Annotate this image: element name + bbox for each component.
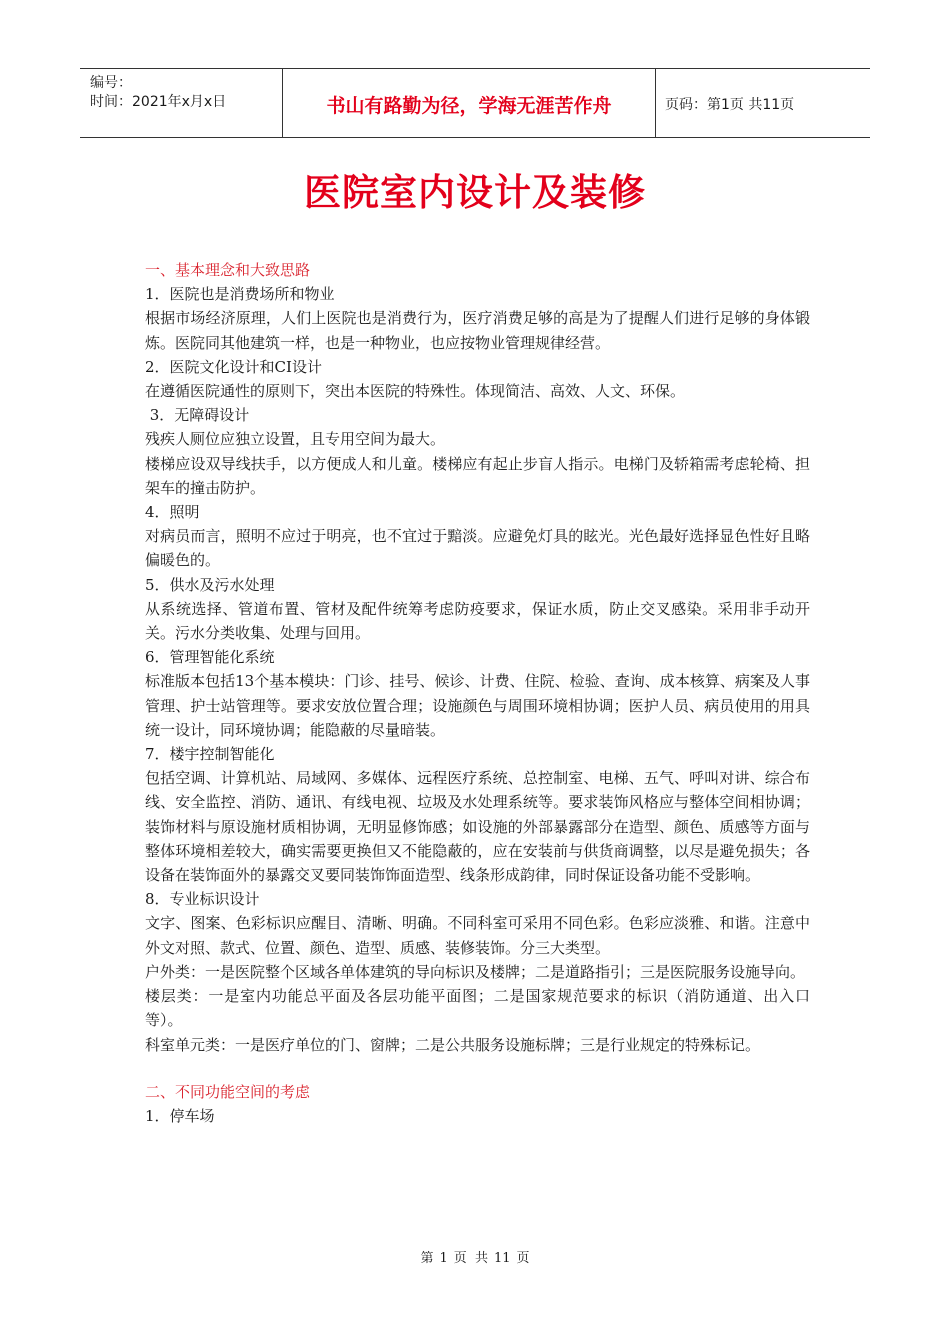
footer-prefix: 第 xyxy=(420,1251,434,1266)
subheading: 1．医院也是消费场所和物业 xyxy=(145,285,335,304)
subheading: 1．停车场 xyxy=(145,1106,215,1125)
subheading: 7．楼宇控制智能化 xyxy=(145,745,275,764)
section-spacer xyxy=(145,1057,810,1080)
header-page-info: 页码：第1页 共11页 xyxy=(665,97,795,113)
paragraph: 户外类：一是医院整个区域各单体建筑的导向标识及楼牌；二是道路指引；三是医院服务设施导向。 xyxy=(145,962,806,981)
header-page-cell xyxy=(655,69,870,137)
footer-total-pages: 11 xyxy=(494,1251,511,1266)
subheading: 5．供水及污水处理 xyxy=(145,575,275,594)
document-body xyxy=(145,258,810,1128)
header-motto-cell xyxy=(282,69,656,137)
document-number-label: 编号： xyxy=(90,75,132,91)
subheading: 3．无障碍设计 xyxy=(145,406,250,425)
paragraph: 楼梯应设双导线扶手，以方便成人和儿童。楼梯应有起止步盲人指示。电梯门及轿箱需考虑轮椅、担架车的撞击防护。 xyxy=(145,454,810,497)
footer-suffix: 页 xyxy=(516,1251,530,1266)
paragraph: 标准版本包括13个基本模块：门诊、挂号、候诊、计费、住院、检验、查询、成本核算、病案及人事管理、护士站管理等。要求安放位置合理；设施颜色与周围环境相协调；医护人员、病员使用的用具统一设计，同环境协调；能隐蔽的尽量暗装。 xyxy=(145,672,810,739)
section-heading: 二、不同功能空间的考虑 xyxy=(145,1082,311,1101)
document-title: 医院室内设计及装修 xyxy=(304,171,646,214)
paragraph: 文字、图案、色彩标识应醒目、清晰、明确。不同科室可采用不同色彩。色彩应淡雅、和谐。注意中外文对照、款式、位置、颜色、造型、质感、装修装饰。分三大类型。 xyxy=(145,914,810,957)
paragraph: 根据市场经济原理，人们上医院也是消费行为，医疗消费足够的高是为了提醒人们进行足够的身体锻炼。医院同其他建筑一样，也是一种物业，也应按物业管理规律经营。 xyxy=(145,309,810,352)
section-heading: 一、基本理念和大致思路 xyxy=(145,261,311,279)
paragraph: 包括空调、计算机站、局域网、多媒体、远程医疗系统、总控制室、电梯、五气、呼叫对讲、综合布线、安全监控、消防、通讯、有线电视、垃圾及水处理系统等。要求装饰风格应与整体空间相协调；装饰材料与原设施材质相协调，无明显修饰感；如设施的外部暴露部分在造型、颜色、质感等方面与整体环境相差较大，确实需要更换但又不能隐蔽的，应在安装前与供货商调整，以尽是避免损失；各设备在装饰面外的暴露交叉要同装饰饰面造型、线条形成韵律，同时保证设备功能不受影响。 xyxy=(145,769,810,885)
subheading: 8．专业标识设计 xyxy=(145,890,260,909)
paragraph: 对病员而言，照明不应过于明亮，也不宜过于黯淡。应避免灯具的眩光。光色最好选择显色性好且略偏暖色的。 xyxy=(145,527,810,570)
paragraph: 残疾人厕位应独立设置，且专用空间为最大。 xyxy=(145,430,446,449)
subheading: 2．医院文化设计和CI设计 xyxy=(145,357,322,376)
document-header xyxy=(80,68,870,138)
footer-mid: 页 共 xyxy=(453,1251,488,1266)
paragraph: 从系统选择、管道布置、管材及配件统筹考虑防疫要求，保证水质，防止交叉感染。采用非手动开关。污水分类收集、处理与回用。 xyxy=(145,599,810,643)
paragraph: 在遵循医院通性的原则下，突出本医院的特殊性。体现简洁、高效、人文、环保。 xyxy=(145,382,686,401)
header-motto: 书山有路勤为径，学海无涯苦作舟 xyxy=(326,95,612,117)
subheading: 4．照明 xyxy=(145,503,200,522)
paragraph: 科室单元类：一是医疗单位的门、窗牌；二是公共服务设施标牌；三是行业规定的特殊标记。 xyxy=(145,1035,761,1054)
document-date: 时间：2021年x月x日 xyxy=(90,94,227,110)
footer-page-number: 1 xyxy=(439,1251,448,1266)
page-footer xyxy=(0,1247,950,1266)
subheading: 6．管理智能化系统 xyxy=(145,648,275,667)
header-meta-cell xyxy=(80,69,282,137)
paragraph: 楼层类：一是室内功能总平面及各层功能平面图；二是国家规范要求的标识（消防通道、出入口等）。 xyxy=(145,987,810,1030)
